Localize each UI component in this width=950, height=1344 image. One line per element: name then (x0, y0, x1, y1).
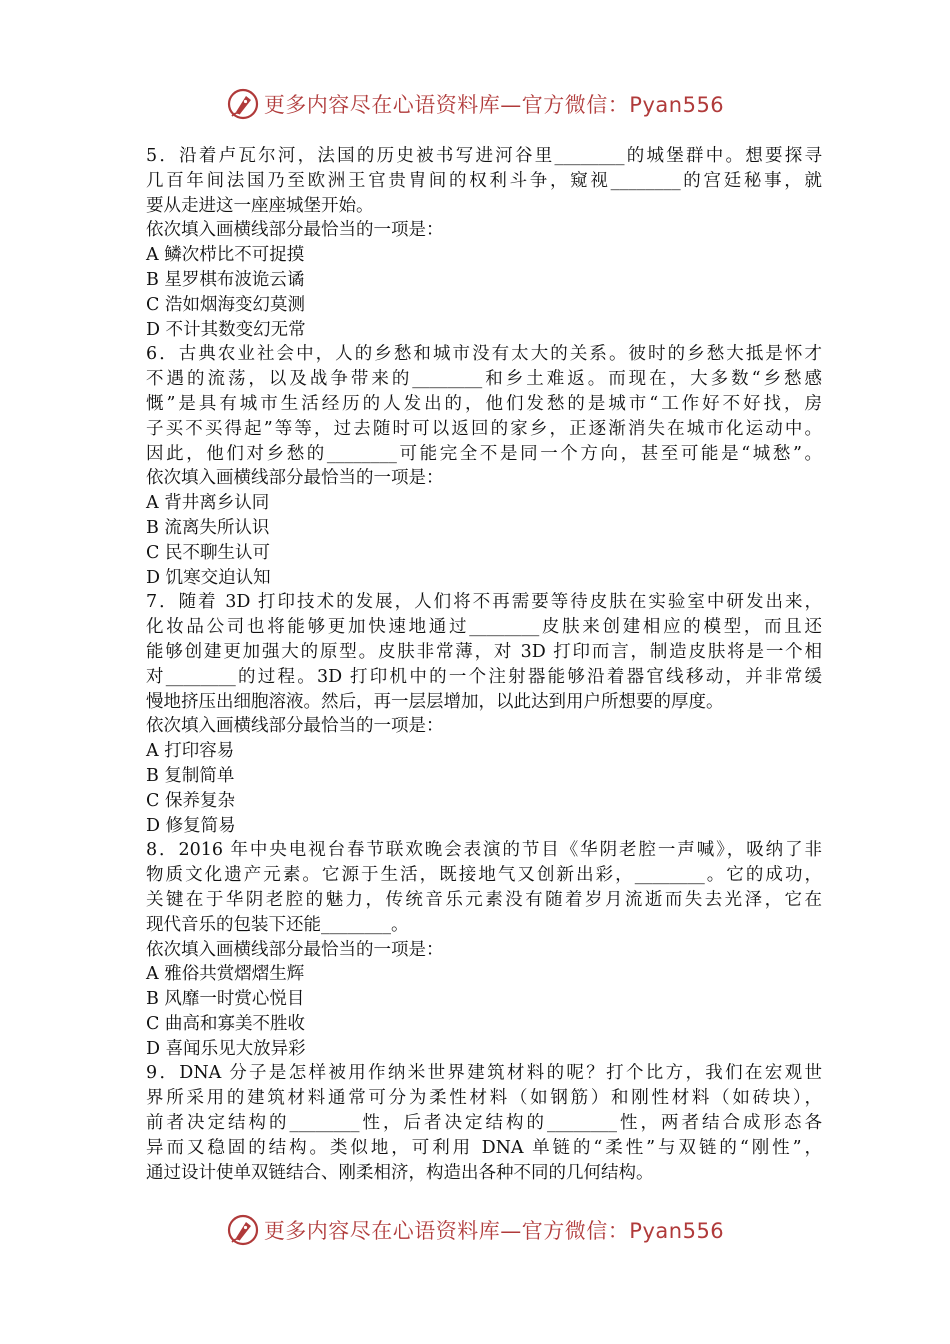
text-line: 能够创建更加强大的原型。皮肤非常薄，对 3D 打印而言，制造皮肤将是一个相 (146, 641, 822, 662)
text-line: A 打印容易 (146, 741, 235, 762)
text-line: B 复制简单 (146, 765, 235, 786)
text-line: B 星罗棋布波诡云谲 (146, 269, 305, 290)
text-line: 慨”是具有城市生活经历的人发出的，他们发愁的是城市“工作好不好找，房 (146, 393, 822, 414)
text-line: B 风靡一时赏心悦目 (146, 989, 305, 1010)
text-line: C 浩如烟海变幻莫测 (146, 294, 305, 315)
text-line: 8．2016 年中央电视台春节联欢晚会表演的节目《华阴老腔一声喊》，吸纳了非 (146, 840, 822, 861)
text-line: 物质文化遗产元素。它源于生活，既接地气又创新出彩，________。它的成功， (146, 865, 822, 886)
text-line: 前者决定结构的________性，后者决定结构的________性，两者结合成形态各 (146, 1113, 822, 1134)
text-line: 因此，他们对乡愁的________可能完全不是同一个方向，甚至可能是“城愁”。 (146, 443, 822, 464)
text-line: 依次填入画横线部分最恰当的一项是： (146, 220, 444, 241)
text-line: A 背井离乡认同 (146, 493, 270, 514)
text-line: D 喜闻乐见大放异彩 (146, 1038, 306, 1059)
text-line: 依次填入画横线部分最恰当的一项是： (146, 939, 444, 960)
question-content (146, 144, 822, 1185)
text-line: 要从走进这一座座城堡开始。 (146, 195, 374, 216)
text-line: 9．DNA 分子是怎样被用作纳米世界建筑材料的呢？打个比方，我们在宏观世 (146, 1063, 822, 1084)
header-banner-text: 更多内容尽在心语资料库—官方微信：Pyan556 (263, 93, 725, 117)
text-line: 7．随着 3D 打印技术的发展，人们将不再需要等待皮肤在实验室中研发出来， (146, 592, 822, 613)
header-banner (0, 84, 950, 124)
text-line: B 流离失所认识 (146, 517, 270, 538)
text-line: C 民不聊生认可 (146, 542, 270, 563)
text-line: 6．古典农业社会中，人的乡愁和城市没有太大的关系。彼时的乡愁大抵是怀才 (146, 344, 822, 365)
text-line: A 鳞次栉比不可捉摸 (146, 245, 305, 266)
text-line: 现代音乐的包装下还能________。 (146, 914, 409, 935)
text-line: 5．沿着卢瓦尔河，法国的历史被书写进河谷里________的城堡群中。想要探寻 (146, 146, 822, 166)
text-line: 不遇的流荡，以及战争带来的________和乡土难返。而现在，大多数“乡愁感 (146, 369, 822, 390)
footer-banner (0, 1210, 950, 1250)
text-line: D 饥寒交迫认知 (146, 567, 271, 588)
text-line: 几百年间法国乃至欧洲王官贵胄间的权利斗争，窥视________的宫廷秘事，就 (146, 170, 822, 191)
text-line: D 不计其数变幻无常 (146, 319, 306, 340)
text-line: 通过设计使单双链结合、刚柔相济，构造出各种不同的几何结构。 (146, 1162, 654, 1183)
text-line: 慢地挤压出细胞溶液。然后，再一层层增加，以此达到用户所想要的厚度。 (146, 691, 724, 712)
text-line: 化妆品公司也将能够更加快速地通过________皮肤来创建相应的模型，而且还 (146, 617, 822, 638)
pen-nib-logo-icon (226, 1213, 260, 1247)
pen-nib-logo-icon (226, 87, 260, 121)
footer-banner-text: 更多内容尽在心语资料库—官方微信：Pyan556 (263, 1219, 725, 1243)
text-line: 依次填入画横线部分最恰当的一项是： (146, 716, 444, 737)
text-line: C 保养复杂 (146, 790, 235, 811)
text-line: C 曲高和寡美不胜收 (146, 1013, 305, 1034)
text-line: 关键在于华阴老腔的魅力，传统音乐元素没有随着岁月流逝而失去光泽，它在 (146, 889, 822, 910)
text-line: 子买不买得起”等等，过去随时可以返回的家乡，正逐渐消失在城市化运动中。 (146, 418, 822, 439)
text-line: 界所采用的建筑材料通常可分为柔性材料（如钢筋）和刚性材料（如砖块）， (146, 1088, 822, 1109)
text-line: 对________的过程。3D 打印机中的一个注射器能够沿着器官线移动，并非常缓 (146, 666, 822, 687)
text-line: 异而又稳固的结构。类似地，可利用 DNA 单链的“柔性”与双链的“刚性”， (146, 1137, 822, 1158)
text-line: 依次填入画横线部分最恰当的一项是： (146, 468, 444, 489)
text-line: D 修复简易 (146, 815, 236, 836)
text-line: A 雅俗共赏熠熠生辉 (146, 964, 305, 985)
